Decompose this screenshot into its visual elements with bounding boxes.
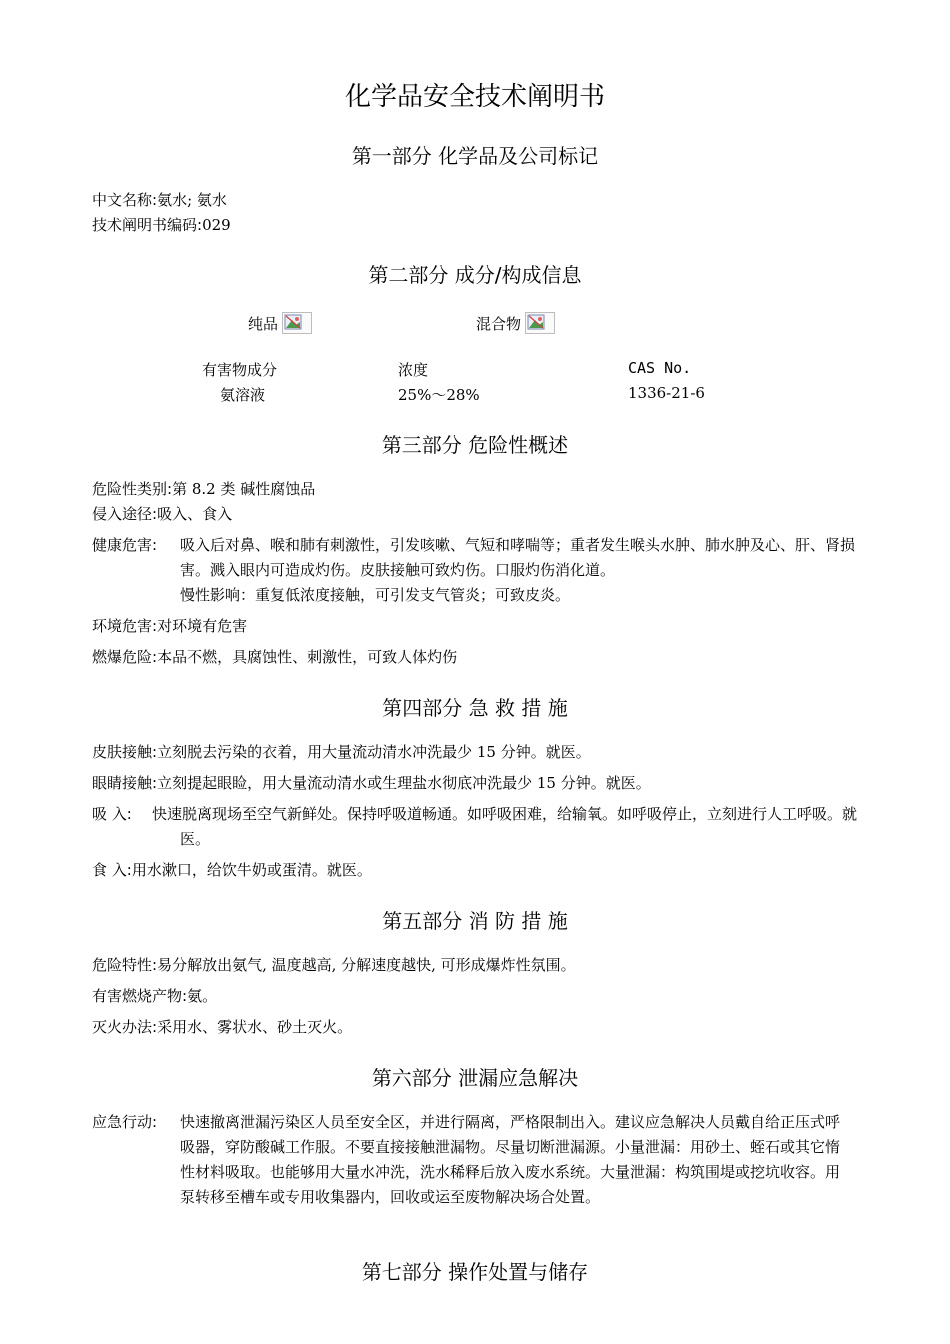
section-1-heading: 第一部分 化学品及公司标记 [351, 144, 599, 168]
hazard-class-value: 第 8.2 类 碱性腐蚀品 [172, 480, 316, 498]
col-header-concentration: 浓度 [398, 361, 429, 379]
section-4-heading: 第四部分 急 救 措 施 [382, 696, 568, 720]
section-7-heading: 第七部分 操作处置与储存 [361, 1260, 589, 1284]
chinese-name-label: 中文名称: [92, 191, 158, 209]
health-hazard-block [92, 533, 862, 608]
skin-contact-value: 立刻脱去污染的衣着，用大量流动清水冲洗最少 15 分钟。就医。 [157, 743, 591, 761]
health-hazard-label: 健康危害: [92, 536, 158, 554]
emergency-action-value: 快速撤离泄漏污染区人员至安全区，并进行隔离，严格限制出入。建议应急解决人员戴自给正压式呼吸器，穿防酸碱工作服。不要直接接触泄漏物。尽量切断泄漏源。小量泄漏：用砂土、蛭石或其它惰性材料吸取。也能够用大量水冲洗，洗水稀释后放入废水系统。大量泄漏：构筑围堤或挖坑收容。用泵转移至槽车或专用收集器内，回收或运至废物解决场合处置。 [180, 1113, 841, 1206]
msds-code-value: 029 [202, 216, 231, 234]
environment-hazard-value: 对环境有危害 [157, 617, 248, 635]
chronic-effect-value: 慢性影响：重复低浓度接触，可引发支气管炎；可致皮炎。 [180, 586, 571, 604]
combustion-products-value: 氨。 [187, 987, 218, 1005]
fire-hazard-row [92, 953, 576, 979]
pure-product-label: 纯品 [248, 315, 279, 333]
section-2-heading: 第二部分 成分/构成信息 [368, 263, 582, 287]
eye-contact-row [92, 771, 651, 797]
fire-explosion-row [92, 645, 457, 671]
entry-route-row [92, 502, 232, 528]
extinguishing-row [92, 1015, 352, 1041]
cell-concentration: 25%～28% [398, 386, 480, 404]
inhalation-value: 快速脱离现场至空气新鲜处。保持呼吸道畅通。如呼吸困难，给输氧。如呼吸停止，立刻进行人工呼吸。就医。 [152, 805, 858, 848]
col-header-component: 有害物成分 [202, 361, 278, 379]
hazard-class-label: 危险性类别: [92, 480, 173, 498]
ingestion-value: 用水漱口，给饮牛奶或蛋清。就医。 [131, 861, 372, 879]
cell-component: 氨溶液 [220, 386, 266, 404]
msds-code-row [92, 213, 231, 239]
skin-contact-label: 皮肤接触: [92, 743, 158, 761]
inhalation-label: 吸 入: [92, 805, 132, 823]
section-3-heading: 第三部分 危险性概述 [381, 433, 569, 457]
broken-image-icon [525, 312, 555, 334]
fire-explosion-value: 本品不燃，具腐蚀性、刺激性，可致人体灼伤 [157, 648, 458, 666]
emergency-action-label: 应急行动: [92, 1113, 158, 1131]
fire-hazard-value: 易分解放出氨气, 温度越高, 分解速度越快, 可形成爆炸性氛围。 [157, 956, 576, 974]
fire-hazard-label: 危险特性: [92, 956, 158, 974]
health-hazard-value: 吸入后对鼻、喉和肺有刺激性，引发咳嗽、气短和哮喘等；重者发生喉头水肿、肺水肿及心、肝、肾损害。溅入眼内可造成灼伤。皮肤接触可致灼伤。口服灼伤消化道。 [180, 536, 856, 579]
skin-contact-row [92, 740, 591, 766]
eye-contact-label: 眼睛接触: [92, 774, 158, 792]
broken-image-icon [282, 312, 312, 334]
pure-product-option [248, 312, 312, 334]
cell-cas: 1336-21-6 [628, 384, 705, 402]
entry-route-label: 侵入途径: [92, 505, 158, 523]
mixture-label: 混合物 [476, 315, 522, 333]
combustion-products-row [92, 984, 217, 1010]
document-title: 化学品安全技术阐明书 [344, 82, 605, 112]
environment-hazard-label: 环境危害: [92, 617, 158, 635]
ingestion-label: 食 入: [92, 861, 132, 879]
inhalation-block [92, 802, 862, 852]
emergency-action-block [92, 1110, 862, 1210]
ingestion-row [92, 858, 372, 884]
combustion-products-label: 有害燃烧产物: [92, 987, 188, 1005]
chinese-name-row [92, 188, 227, 214]
eye-contact-value: 立刻提起眼睑，用大量流动清水或生理盐水彻底冲洗最少 15 分钟。就医。 [157, 774, 651, 792]
entry-route-value: 吸入、食入 [157, 505, 233, 523]
extinguishing-value: 采用水、雾状水、砂土灭火。 [157, 1018, 353, 1036]
hazard-class-row [92, 477, 315, 503]
extinguishing-label: 灭火办法: [92, 1018, 158, 1036]
msds-code-label: 技术阐明书编码: [92, 216, 203, 234]
environment-hazard-row [92, 614, 247, 640]
section-6-heading: 第六部分 泄漏应急解决 [371, 1066, 579, 1090]
chinese-name-value: 氨水; 氨水 [157, 191, 227, 209]
mixture-option [476, 312, 555, 334]
fire-explosion-label: 燃爆危险: [92, 648, 158, 666]
section-5-heading: 第五部分 消 防 措 施 [382, 909, 568, 933]
col-header-cas: CAS No. [628, 359, 692, 377]
